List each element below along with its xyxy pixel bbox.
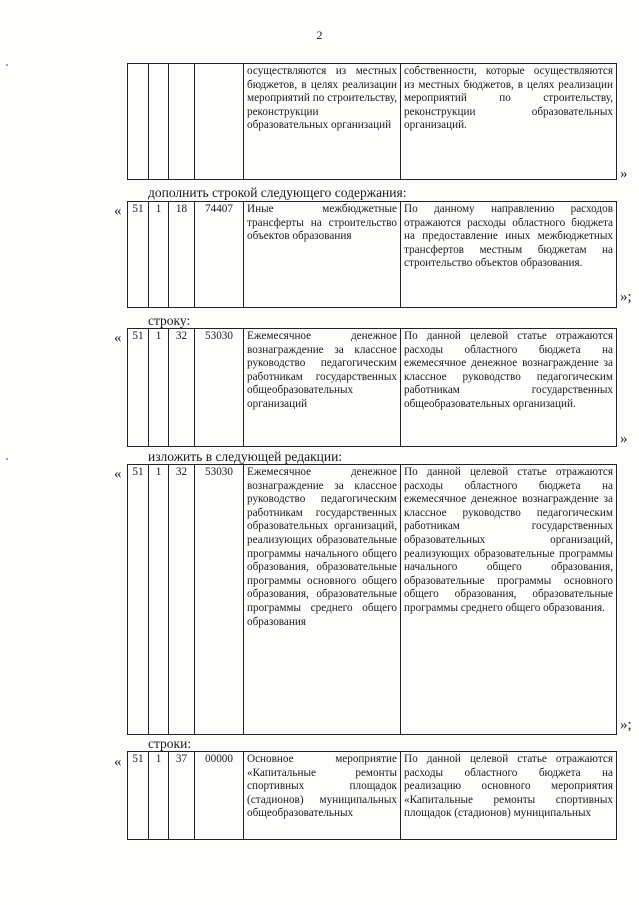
cell-name: осуществляются из местных бюджетов, в целях реализации мероприятий по строительству, реконструкции образовательных организаций [244,64,401,180]
amendment-instruction: дополнить строкой следующего содержания: [148,185,407,200]
cell-event: 18 [169,202,195,308]
cell-name: Основное мероприятие «Капитальные ремонты спортивных площадок (стадионов) муниципальных общеобразовательных [244,752,401,840]
cell-direction: 00000 [195,752,244,840]
cell-direction: 53030 [195,329,244,447]
cell-direction: 53030 [195,465,244,735]
close-quote: »; [620,717,632,733]
cell-event [169,64,195,180]
scan-mark [6,64,8,66]
budget-table-block-2 [127,201,617,308]
close-quote: » [620,166,628,182]
amendment-instruction: строку: [148,313,191,328]
cell-program: 51 [128,752,149,840]
cell-program: 51 [128,202,149,308]
cell-subprogram: 1 [149,202,169,308]
amendment-instruction: строки: [148,736,192,751]
cell-program: 51 [128,329,149,447]
open-quote: « [114,754,122,770]
budget-table-block-1 [127,63,617,180]
cell-name: Ежемесячное денежное вознаграждение за классное руководство педагогическим работникам государственных образовательных организаций, реализующих образовательные программы начального общего образования, образовательные программы основного общего образования, образовательные программы среднего общего образования [244,465,401,735]
cell-event: 32 [169,329,195,447]
cell-direction: 74407 [195,202,244,308]
cell-name: Иные межбюджетные трансферты на строительство объектов образования [244,202,401,308]
cell-program [128,64,149,180]
cell-description: собственности, которые осуществляются из местных бюджетов, в целях реализации мероприятий по строительству, реконструкции образовательных организаций. [401,64,617,180]
cell-direction [195,64,244,180]
close-quote: »; [620,289,632,305]
cell-description: По данной целевой статье отражаются расходы областного бюджета на ежемесячное денежное вознаграждение за классное руководство педагогическим работникам государственных образовательных организаций, реализующих образовательные программы начального общего образования, образовательные программы основного общего образования, образовательные программы среднего общего образования. [401,465,617,735]
cell-name: Ежемесячное денежное вознаграждение за классное руководство педагогическим работникам государственных общеобразовательных организаций [244,329,401,447]
amendment-instruction: изложить в следующей редакции: [148,449,343,464]
budget-table-block-3 [127,328,617,447]
page-number: 2 [316,28,323,42]
open-quote: « [114,466,122,482]
cell-event: 37 [169,752,195,840]
open-quote: « [114,203,122,219]
cell-description: По данному направлению расходов отражаются расходы областного бюджета на предоставление иных межбюджетных трансфертов местным бюджетам на строительство объектов образования. [401,202,617,308]
cell-subprogram: 1 [149,752,169,840]
cell-subprogram [149,64,169,180]
open-quote: « [114,330,122,346]
budget-table-block-5 [127,751,617,840]
cell-subprogram: 1 [149,465,169,735]
cell-description: По данной целевой статье отражаются расходы областного бюджета на реализацию основного мероприятия «Капитальные ремонты спортивных площадок (стадионов) муниципальных [401,752,617,840]
cell-program: 51 [128,465,149,735]
cell-description: По данной целевой статье отражаются расходы областного бюджета на ежемесячное денежное вознаграждение за классное руководство педагогическим работникам государственных общеобразовательных организаций. [401,329,617,447]
cell-subprogram: 1 [149,329,169,447]
budget-table-block-4 [127,464,617,735]
scan-mark [6,458,8,460]
cell-event: 32 [169,465,195,735]
close-quote: » [620,431,628,447]
